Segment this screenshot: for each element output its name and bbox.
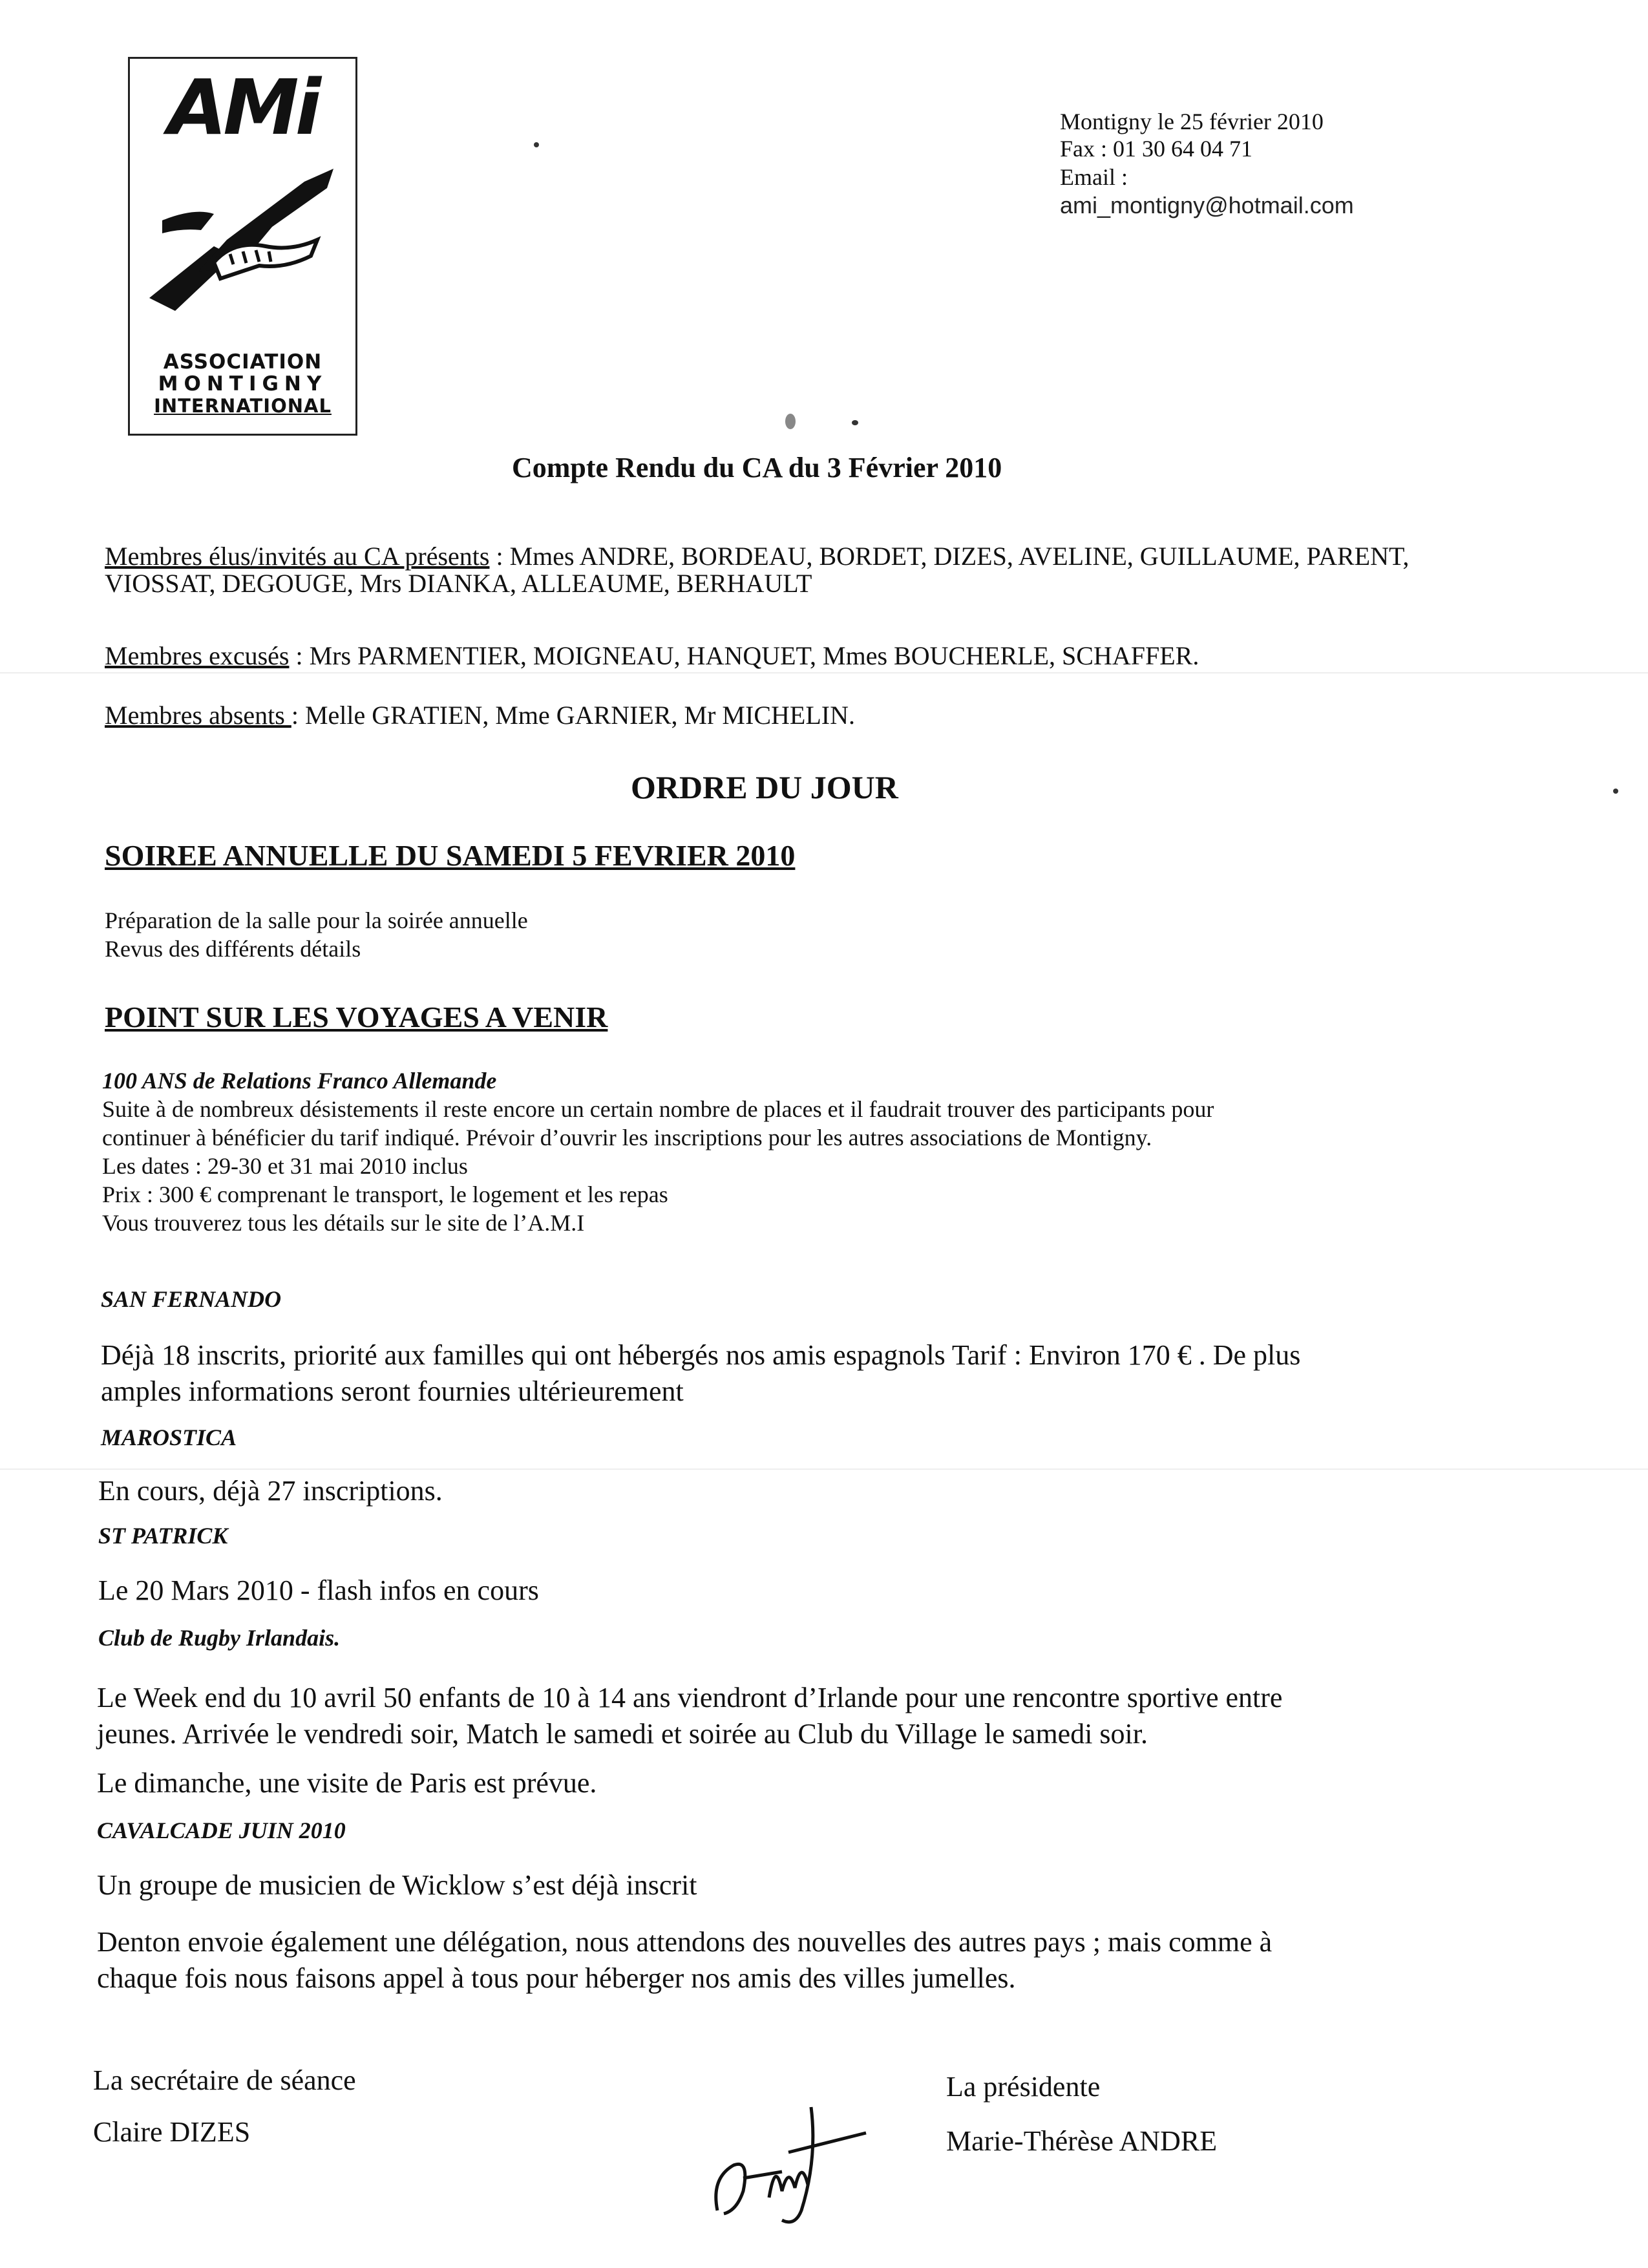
cavalcade-line-1: Un groupe de musicien de Wicklow s’est déjà inscrit	[97, 1869, 697, 1901]
franco-line-2: continuer à bénéficier du tarif indiqué. Prévoir d’ouvrir les inscriptions pour les autres associations de Montigny.	[102, 1125, 1152, 1150]
franco-dates: Les dates : 29-30 et 31 mai 2010 inclus	[102, 1153, 468, 1179]
members-excused-text: : Mrs PARMENTIER, MOIGNEAU, HANQUET, Mmes BOUCHERLE, SCHAFFER.	[289, 641, 1199, 670]
speck	[852, 420, 858, 425]
logo-wordmark: AMi	[167, 63, 318, 152]
speck	[785, 414, 796, 429]
president-role: La présidente	[946, 2071, 1101, 2103]
page-title: Compte Rendu du CA du 3 Février 2010	[512, 452, 1002, 483]
secretary-name: Claire DIZES	[93, 2116, 251, 2148]
handshake-icon	[136, 143, 350, 324]
soiree-line-1: Préparation de la salle pour la soirée annuelle	[105, 907, 528, 933]
rugby-line-3: Le dimanche, une visite de Paris est prévue.	[97, 1767, 597, 1799]
speck	[1613, 789, 1618, 794]
fax-number: Fax : 01 30 64 04 71	[1060, 136, 1253, 162]
paper-crease	[0, 1468, 1648, 1470]
members-present-label: Membres élus/invités au CA présents	[105, 542, 490, 571]
ami-logo	[128, 57, 357, 436]
franco-prix: Prix : 300 € comprenant le transport, le logement et les repas	[102, 1182, 668, 1207]
soiree-line-2: Revus des différents détails	[105, 936, 361, 962]
members-present-text: : Mmes ANDRE, BORDEAU, BORDET, DIZES, AVELINE, GUILLAUME, PARENT,	[489, 542, 1410, 571]
marostica-title: MAROSTICA	[101, 1425, 237, 1450]
san-fernando-line-1: Déjà 18 inscrits, priorité aux familles qui ont hébergés nos amis espagnols Tarif : Environ 170 € . De plus	[101, 1339, 1301, 1371]
cavalcade-line-2: Denton envoie également une délégation, nous attendons des nouvelles des autres pays ; mais comme à	[97, 1926, 1273, 1958]
members-absent-label: Membres absents	[105, 701, 291, 730]
handwritten-signature	[698, 2081, 879, 2230]
rugby-line-1: Le Week end du 10 avril 50 enfants de 10 à 14 ans viendront d’Irlande pour une rencontre sportive entre	[97, 1682, 1283, 1713]
san-fernando-title: SAN FERNANDO	[101, 1286, 282, 1312]
st-patrick-title: ST PATRICK	[98, 1523, 228, 1549]
speck	[534, 142, 539, 147]
logo-line-international: INTERNATIONAL	[154, 395, 332, 417]
members-present-cont: VIOSSAT, DEGOUGE, Mrs DIANKA, ALLEAUME, BERHAULT	[105, 569, 812, 598]
franco-line-1: Suite à de nombreux désistements il reste encore un certain nombre de places et il faudrait trouver des participants pour	[102, 1096, 1214, 1122]
email-address: ami_montigny@hotmail.com	[1060, 192, 1354, 218]
rugby-title: Club de Rugby Irlandais.	[98, 1625, 341, 1651]
logo-line-association: ASSOCIATION	[163, 350, 322, 374]
marostica-text: En cours, déjà 27 inscriptions.	[98, 1475, 443, 1507]
rugby-line-2: jeunes. Arrivée le vendredi soir, Match le samedi et soirée au Club du Village le samedi soir.	[97, 1718, 1148, 1750]
cavalcade-title: CAVALCADE JUIN 2010	[97, 1818, 346, 1843]
section-voyages-heading: POINT SUR LES VOYAGES A VENIR	[105, 1001, 608, 1033]
section-soiree-heading: SOIREE ANNUELLE DU SAMEDI 5 FEVRIER 2010	[105, 839, 796, 872]
members-excused	[105, 640, 1199, 672]
members-absent-text: : Melle GRATIEN, Mme GARNIER, Mr MICHELIN.	[291, 701, 855, 730]
email-label: Email :	[1060, 164, 1128, 190]
members-absent	[105, 699, 855, 732]
san-fernando-line-2: amples informations seront fournies ultérieurement	[101, 1375, 684, 1407]
franco-title: 100 ANS de Relations Franco Allemande	[102, 1068, 497, 1094]
paper-crease	[0, 672, 1648, 673]
logo-line-montigny: MONTIGNY	[158, 372, 328, 396]
letter-date: Montigny le 25 février 2010	[1060, 109, 1324, 134]
franco-details: Vous trouverez tous les détails sur le site de l’A.M.I	[102, 1210, 585, 1236]
st-patrick-text: Le 20 Mars 2010 - flash infos en cours	[98, 1574, 539, 1606]
cavalcade-line-3: chaque fois nous faisons appel à tous pour héberger nos amis des villes jumelles.	[97, 1962, 1016, 1994]
president-name: Marie-Thérèse ANDRE	[946, 2125, 1218, 2157]
agenda-title: ORDRE DU JOUR	[631, 769, 898, 805]
secretary-role: La secrétaire de séance	[93, 2064, 356, 2096]
members-excused-label: Membres excusés	[105, 641, 290, 670]
